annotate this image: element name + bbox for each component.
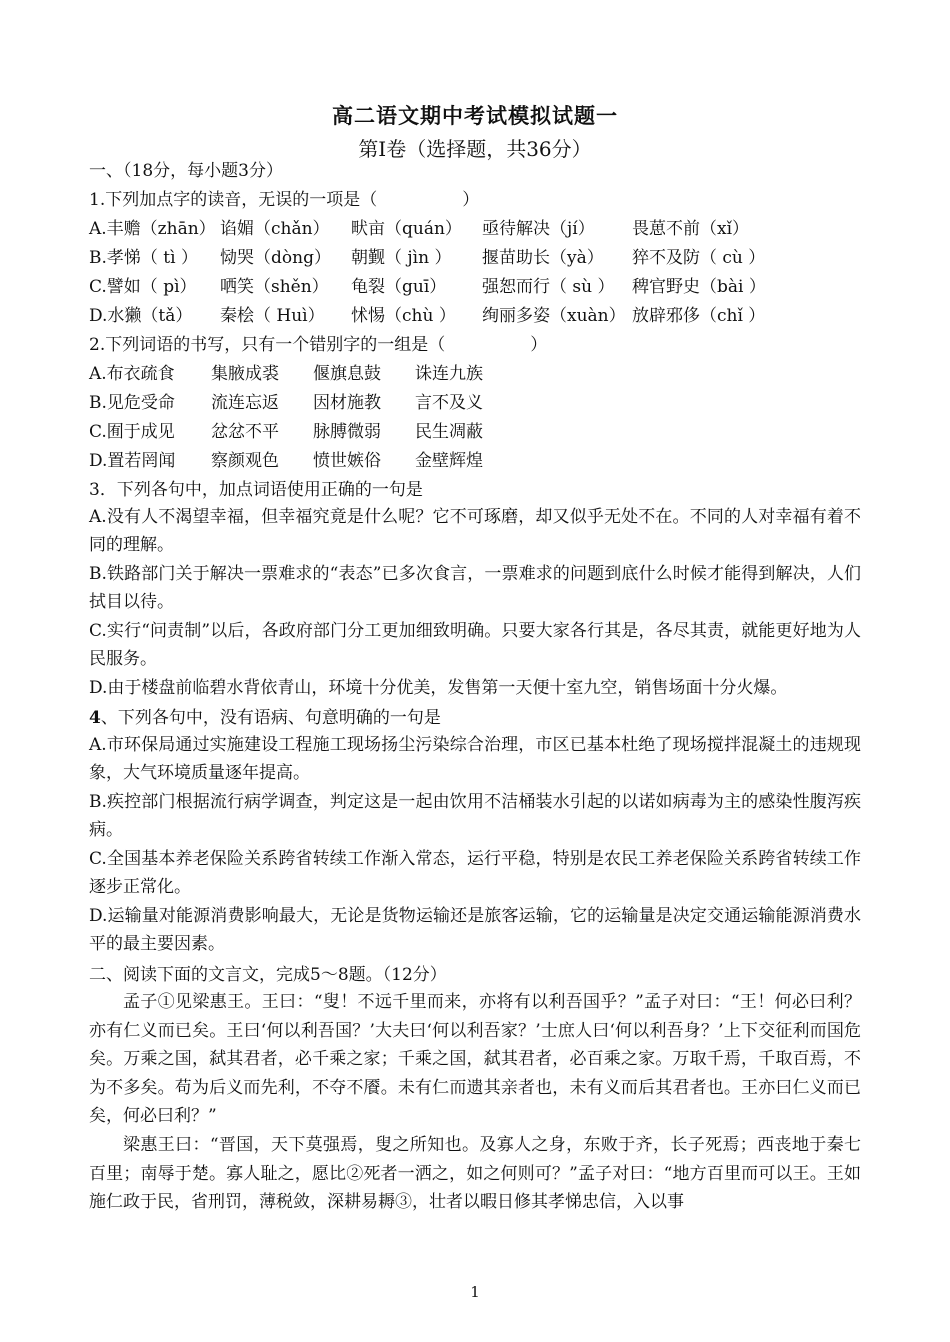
option-item: 稗官野史（bài ） — [632, 277, 766, 297]
option-item: 集腋成裘 — [211, 364, 279, 384]
option-item: A.丰赡（zhān） — [89, 219, 216, 239]
option-item: 哂笑（shěn） — [220, 277, 329, 297]
option-item: D.置若罔闻 — [89, 451, 176, 471]
page-title: 高二语文期中考试模拟试题一 — [332, 103, 618, 128]
q1-option-a — [89, 218, 749, 240]
option-item: C.囿于成见 — [89, 422, 175, 442]
q4-option-d: D.运输量对能源消费影响最大，无论是货物运输还是旅客运输，它的运输量是决定交通运输能源消费水平的最主要因素。 — [89, 906, 861, 954]
q3-stem: 3．下列各句中，加点词语使用正确的一句是 — [89, 480, 423, 500]
option-item: 揠苗助长（yà） — [482, 248, 604, 268]
q3-option-a: A.没有人不渴望幸福，但幸福究竟是什么呢？它不可琢磨，却又似乎无处不在。不同的人对幸福有着不同的理解。 — [89, 507, 861, 555]
q1-option-d — [89, 305, 765, 327]
q3-option-b: B.铁路部门关于解决一票难求的“表态”已多次食言，一票难求的问题到底什么时候才能得到解决，人们拭目以待。 — [89, 564, 861, 612]
section2-heading: 二、阅读下面的文言文，完成5～8题。（12分） — [89, 965, 447, 985]
q3-option-d: D.由于楼盘前临碧水背依青山，环境十分优美，发售第一天便十室九空，销售场面十分火爆。 — [89, 678, 788, 698]
option-item: 恸哭（dòng） — [220, 248, 331, 268]
q4-stem-text: 、下列各句中，没有语病、句意明确的一句是 — [100, 708, 441, 728]
q1-option-b — [89, 247, 765, 269]
option-item: 亟待解决（jí） — [482, 219, 595, 239]
q4-stem — [89, 707, 441, 729]
option-item: 朝觐（ jìn ） — [351, 248, 452, 268]
option-item: 诛连九族 — [415, 364, 483, 384]
option-item: 秦桧（ Huì） — [220, 306, 325, 326]
q4-option-b: B.疾控部门根据流行病学调查，判定这是一起由饮用不洁桶装水引起的以诺如病毒为主的感染性腹泻疾病。 — [89, 792, 861, 840]
q2-option-d — [89, 450, 483, 472]
option-item: B.见危受命 — [89, 393, 175, 413]
option-item: A.布衣疏食 — [89, 364, 175, 384]
option-item: 猝不及防（ cù ） — [632, 248, 766, 268]
passage-paragraph-2: 梁惠王曰：“晋国，天下莫强焉，叟之所知也。及寡人之身，东败于齐，长子死焉；西丧地于秦七百里；南辱于楚。寡人耻之，愿比②死者一洒之，如之何则可？”孟子对曰：“地方百里而可以王。王如施仁政于民，省刑罚，薄税敛，深耕易耨③，壮者以暇日修其孝悌忠信，入以事 — [89, 1135, 861, 1212]
q4-number: 4 — [89, 708, 101, 728]
q2-option-a — [89, 363, 483, 385]
option-item: 畏葸不前（xǐ） — [632, 219, 750, 239]
option-item: 强恕而行（ sù ） — [482, 277, 615, 297]
option-item: D.水獭（tǎ） — [89, 306, 193, 326]
q1-stem: 1.下列加点字的读音，无误的一项是（ ） — [89, 190, 480, 210]
q2-option-b — [89, 392, 483, 414]
option-item: 金壁辉煌 — [415, 451, 483, 471]
section1-heading: 一、（18分，每小题3分） — [89, 161, 283, 181]
option-item: 流连忘返 — [211, 393, 279, 413]
option-item: 放辟邪侈（chǐ ） — [632, 306, 766, 326]
option-item: 察颜观色 — [211, 451, 279, 471]
option-item: 言不及义 — [415, 393, 483, 413]
option-item: 愤世嫉俗 — [313, 451, 381, 471]
option-item: C.譬如（ pì） — [89, 277, 197, 297]
q2-stem: 2.下列词语的书写，只有一个错别字的一组是（ ） — [89, 335, 548, 355]
option-item: 谄媚（chǎn） — [220, 219, 330, 239]
q1-option-c — [89, 276, 766, 298]
option-item: 因材施教 — [313, 393, 381, 413]
q3-option-c: C.实行“问责制”以后，各政府部门分工更加细致明确。只要大家各行其是，各尽其责，就能更好地为人民服务。 — [89, 621, 861, 669]
q2-option-c — [89, 421, 483, 443]
passage-paragraph-1: 孟子①见梁惠王。王曰：“叟！不远千里而来，亦将有以利吾国乎？”孟子对曰：“王！何必曰利？亦有仁义而已矣。王曰‘何以利吾国？’大夫曰‘何以利吾家？’士庶人曰‘何以利吾身？’上下交征利而国危矣。万乘之国，弑其君者，必千乘之家；千乘之国，弑其君者，必百乘之家。万取千焉，千取百焉，不为不多矣。苟为后义而先利，不夺不餍。未有仁而遗其亲者也，未有义而后其君者也。王亦曰仁义而已矣，何必曰利？” — [89, 992, 861, 1126]
page-number: 1 — [470, 1283, 480, 1301]
option-item: 偃旗息鼓 — [313, 364, 381, 384]
option-item: 忿忿不平 — [211, 422, 279, 442]
option-item: 民生凋蔽 — [415, 422, 483, 442]
q4-option-c: C.全国基本养老保险关系跨省转续工作渐入常态，运行平稳，特别是农民工养老保险关系跨省转续工作逐步正常化。 — [89, 849, 861, 897]
option-item: 畎亩（quán） — [351, 219, 462, 239]
q4-option-a: A.市环保局通过实施建设工程施工现场扬尘污染综合治理，市区已基本杜绝了现场搅拌混凝土的违规现象，大气环境质量逐年提高。 — [89, 735, 861, 783]
option-item: 怵惕（chù ） — [351, 306, 456, 326]
page-subtitle: 第Ⅰ卷（选择题，共36分） — [358, 137, 592, 161]
option-item: 脉膊微弱 — [313, 422, 381, 442]
option-item: 绚丽多姿（xuàn） — [482, 306, 626, 326]
option-item: B.孝悌（ tì ） — [89, 248, 198, 268]
option-item: 龟裂（guī） — [351, 277, 447, 297]
